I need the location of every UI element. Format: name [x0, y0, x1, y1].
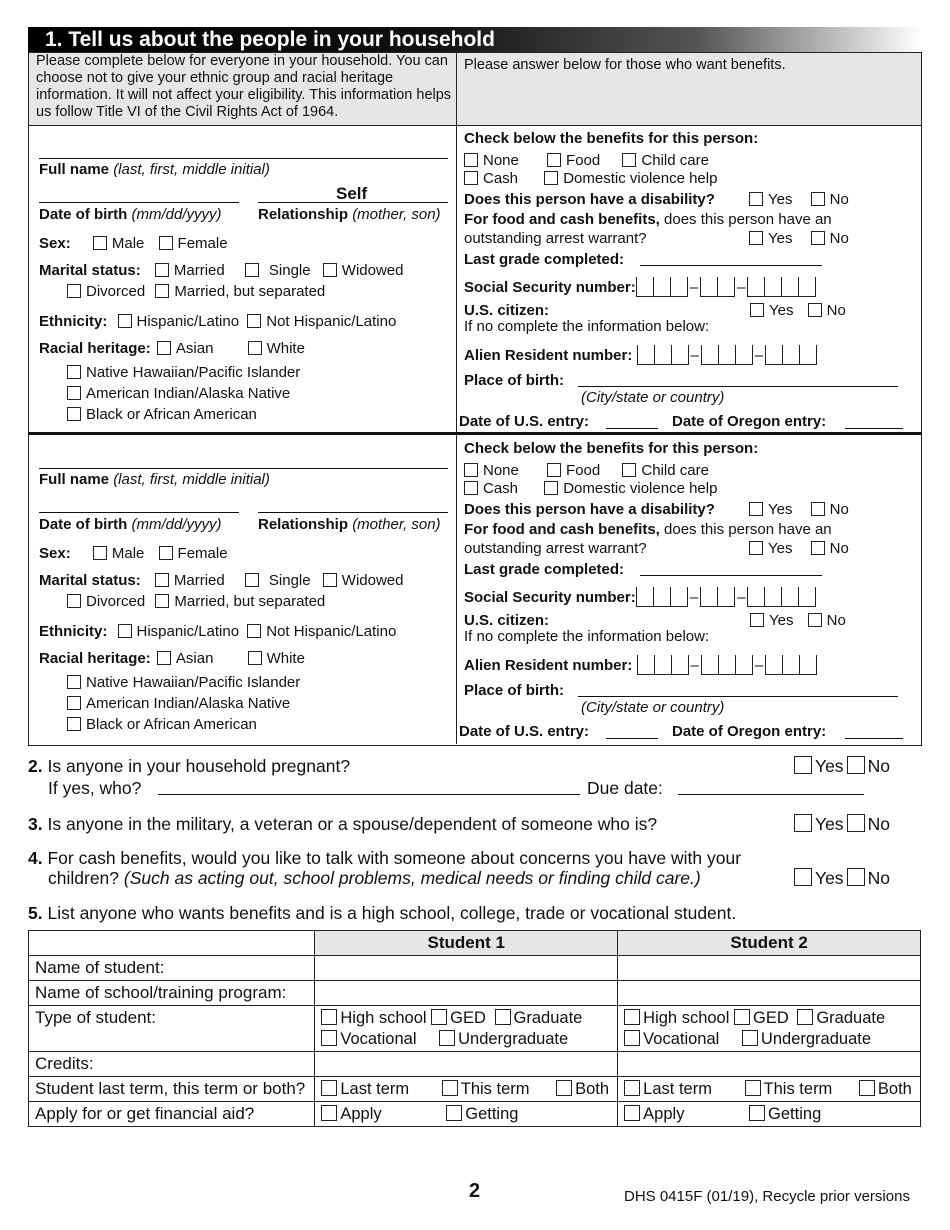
not-hispanic-label: Not Hispanic/Latino: [266, 313, 397, 330]
last-grade-label: Last grade completed:: [464, 561, 625, 578]
q2-number: 2.: [28, 756, 43, 776]
graduate-label: Graduate: [816, 1008, 886, 1027]
table-row: [29, 1052, 921, 1077]
alien-dash-1: –: [690, 657, 699, 674]
q4-yes-label: Yes: [815, 868, 844, 888]
widowed-checkbox[interactable]: [323, 573, 337, 587]
none-checkbox[interactable]: [464, 153, 478, 167]
q3-text: Is anyone in the military, a veteran or a spouse/dependent of someone who is?: [47, 814, 658, 834]
graduate-checkbox[interactable]: [797, 1009, 813, 1025]
single-checkbox[interactable]: [245, 573, 259, 587]
high-school-label: High school: [643, 1008, 730, 1027]
full-name-hint: (last, first, middle initial): [113, 161, 270, 178]
last-term-checkbox[interactable]: [624, 1080, 640, 1096]
ssn-dash-1: –: [689, 589, 699, 606]
white-label: White: [266, 340, 305, 357]
child-care-checkbox[interactable]: [622, 463, 636, 477]
check-benefits-label: Check below the benefits for this person:: [464, 440, 759, 457]
food-checkbox[interactable]: [547, 153, 561, 167]
credits-label: Credits:: [29, 1052, 315, 1077]
if-no-label: If no complete the information below:: [464, 628, 710, 645]
child-care-label: Child care: [641, 462, 709, 479]
place-birth-label: Place of birth:: [464, 682, 565, 699]
dob-line[interactable]: [39, 512, 239, 513]
q4-yes-checkbox[interactable]: [794, 868, 812, 886]
ssn-dash-2: –: [737, 279, 746, 296]
dv-help-checkbox[interactable]: [544, 171, 558, 185]
hawaiian-checkbox[interactable]: [67, 365, 81, 379]
married-separated-label: Married, but separated: [174, 593, 326, 610]
married-separated-checkbox[interactable]: [155, 284, 169, 298]
oregon-entry-label: Date of Oregon entry:: [672, 723, 827, 740]
married-label: Married: [173, 262, 225, 279]
citizen-no-label: No: [826, 612, 846, 629]
both-checkbox[interactable]: [859, 1080, 875, 1096]
married-checkbox[interactable]: [155, 263, 169, 277]
check-benefits-label: Check below the benefits for this person:: [464, 130, 759, 147]
arrest-no-checkbox[interactable]: [811, 231, 825, 245]
widowed-checkbox[interactable]: [323, 263, 337, 277]
q2-no-label: No: [867, 756, 890, 776]
cash-label: Cash: [483, 480, 519, 497]
none-label: None: [483, 462, 519, 479]
relationship-label: Relationship: [258, 206, 349, 223]
citizen-no-label: No: [826, 302, 846, 319]
hawaiian-label: Native Hawaiian/Pacific Islander: [86, 674, 301, 691]
undergraduate-checkbox[interactable]: [742, 1030, 758, 1046]
alien-dash-2: –: [754, 657, 764, 674]
graduate-label: Graduate: [513, 1008, 583, 1027]
alien-label: Alien Resident number:: [464, 657, 633, 674]
disability-yes-checkbox[interactable]: [749, 502, 763, 516]
dob-label: Date of birth: [39, 206, 128, 223]
student-1-term-cell: [315, 1077, 618, 1102]
not-hispanic-checkbox[interactable]: [247, 624, 261, 638]
q2-due-label: Due date:: [587, 778, 663, 798]
q5-number: 5.: [28, 903, 43, 923]
dv-help-label: Domestic violence help: [563, 170, 718, 187]
married-separated-checkbox[interactable]: [155, 594, 169, 608]
married-separated-label: Married, but separated: [174, 283, 326, 300]
food-cash-rest: does this person have an: [664, 521, 832, 538]
cash-checkbox[interactable]: [464, 481, 478, 495]
white-checkbox[interactable]: [248, 651, 262, 665]
dob-label: Date of birth: [39, 516, 128, 533]
us-entry-line[interactable]: [606, 738, 658, 739]
last-grade-label: Last grade completed:: [464, 251, 625, 268]
citizen-yes-checkbox[interactable]: [750, 303, 764, 317]
us-entry-line[interactable]: [606, 428, 658, 429]
form-id: DHS 0415F (01/19), Recycle prior versions: [624, 1188, 910, 1205]
american-indian-checkbox[interactable]: [67, 386, 81, 400]
aid-label: Apply for or get financial aid?: [29, 1102, 315, 1127]
arrest-yes-label: Yes: [768, 540, 793, 557]
if-no-label: If no complete the information below:: [464, 318, 710, 335]
food-cash-bold: For food and cash benefits,: [464, 211, 660, 228]
black-label: Black or African American: [86, 716, 257, 733]
divorced-checkbox[interactable]: [67, 594, 81, 608]
black-label: Black or African American: [86, 406, 257, 423]
student-1-header: Student 1: [315, 931, 618, 956]
marital-label: Marital status:: [39, 262, 141, 279]
city-hint: (City/state or country): [581, 699, 725, 716]
undergraduate-label: Undergraduate: [458, 1029, 569, 1048]
disability-label: Does this person have a disability?: [464, 501, 715, 518]
widowed-label: Widowed: [341, 572, 404, 589]
q4-line2b: (Such as acting out, school problems, medical needs or finding child care.): [123, 868, 701, 888]
not-hispanic-label: Not Hispanic/Latino: [266, 623, 397, 640]
q5-text: List anyone who wants benefits and is a high school, college, trade or vocational student.: [47, 903, 737, 923]
ethnicity-label: Ethnicity:: [39, 313, 108, 330]
student-2-term-cell: [618, 1077, 921, 1102]
disability-label: Does this person have a disability?: [464, 191, 715, 208]
disability-no-label: No: [829, 191, 849, 208]
hispanic-checkbox[interactable]: [118, 624, 132, 638]
apply-checkbox[interactable]: [624, 1105, 640, 1121]
section-1-title: 1. Tell us about the people in your household: [45, 28, 495, 51]
black-checkbox[interactable]: [67, 717, 81, 731]
hawaiian-checkbox[interactable]: [67, 675, 81, 689]
dob-hint: (mm/dd/yyyy): [131, 206, 222, 223]
relationship-value: Self: [336, 184, 368, 203]
child-care-checkbox[interactable]: [622, 153, 636, 167]
hispanic-label: Hispanic/Latino: [136, 313, 240, 330]
citizen-yes-checkbox[interactable]: [750, 613, 764, 627]
getting-label: Getting: [465, 1104, 519, 1123]
undergraduate-checkbox[interactable]: [439, 1030, 455, 1046]
full-name-hint: (last, first, middle initial): [113, 471, 270, 488]
getting-label: Getting: [768, 1104, 822, 1123]
disability-no-checkbox[interactable]: [811, 192, 825, 206]
female-label: Female: [177, 235, 228, 252]
cash-label: Cash: [483, 170, 519, 187]
us-entry-label: Date of U.S. entry:: [459, 413, 590, 430]
ethnicity-label: Ethnicity:: [39, 623, 108, 640]
divorced-label: Divorced: [86, 593, 146, 610]
table-header-blank: [29, 931, 315, 956]
intro-left-text: Please complete below for everyone in your household. You can choose not to give your ethnic group and racial heritage information. It will not affect your eligibility. This information helps us follow Title VI of the Civil Rights Act of 1964.: [36, 53, 452, 120]
none-checkbox[interactable]: [464, 463, 478, 477]
arrest-yes-checkbox[interactable]: [749, 231, 763, 245]
vocational-label: Vocational: [643, 1029, 720, 1048]
q4-number: 4.: [28, 848, 43, 868]
this-term-label: This term: [460, 1079, 530, 1098]
hawaiian-label: Native Hawaiian/Pacific Islander: [86, 364, 301, 381]
getting-checkbox[interactable]: [749, 1105, 765, 1121]
ged-checkbox[interactable]: [431, 1009, 447, 1025]
marital-label: Marital status:: [39, 572, 141, 589]
cash-checkbox[interactable]: [464, 171, 478, 185]
student-1-school-cell[interactable]: [315, 981, 618, 1006]
child-care-label: Child care: [641, 152, 709, 169]
table-row: [29, 956, 921, 981]
none-label: None: [483, 152, 519, 169]
city-hint: (City/state or country): [581, 389, 725, 406]
this-term-label: This term: [763, 1079, 833, 1098]
disability-no-checkbox[interactable]: [811, 502, 825, 516]
arrest-no-label: No: [829, 230, 849, 247]
both-label: Both: [575, 1079, 610, 1098]
dv-help-checkbox[interactable]: [544, 481, 558, 495]
citizen-no-checkbox[interactable]: [808, 303, 822, 317]
student-1-aid-cell: [315, 1102, 618, 1127]
disability-no-label: No: [829, 501, 849, 518]
q2-text: Is anyone in your household pregnant?: [47, 756, 351, 776]
hispanic-label: Hispanic/Latino: [136, 623, 240, 640]
apply-label: Apply: [340, 1104, 382, 1123]
asian-checkbox[interactable]: [157, 341, 171, 355]
last-term-label: Last term: [340, 1079, 410, 1098]
person-separator: [28, 432, 922, 435]
q2-yes-label: Yes: [815, 756, 844, 776]
citizen-no-checkbox[interactable]: [808, 613, 822, 627]
not-hispanic-checkbox[interactable]: [247, 314, 261, 328]
racial-label: Racial heritage:: [39, 650, 151, 667]
student-2-credits-cell[interactable]: [618, 1052, 921, 1077]
ged-checkbox[interactable]: [734, 1009, 750, 1025]
q2-yes-checkbox[interactable]: [794, 756, 812, 774]
alien-dash-1: –: [690, 347, 699, 364]
term-label: Student last term, this term or both?: [29, 1077, 315, 1102]
both-checkbox[interactable]: [556, 1080, 572, 1096]
food-cash-rest: does this person have an: [664, 211, 832, 228]
single-label: Single: [268, 262, 311, 279]
last-grade-line[interactable]: [640, 575, 822, 576]
intro-right-text: Please answer below for those who want benefits.: [464, 57, 786, 73]
arrest-yes-checkbox[interactable]: [749, 541, 763, 555]
full-name-label: Full name: [39, 471, 110, 488]
high-school-checkbox[interactable]: [624, 1009, 640, 1025]
high-school-checkbox[interactable]: [321, 1009, 337, 1025]
racial-label: Racial heritage:: [39, 340, 151, 357]
graduate-checkbox[interactable]: [495, 1009, 511, 1025]
student-2-school-cell[interactable]: [618, 981, 921, 1006]
sex-label: Sex:: [39, 235, 71, 252]
arrest-no-checkbox[interactable]: [811, 541, 825, 555]
divorced-label: Divorced: [86, 283, 146, 300]
relationship-line[interactable]: [258, 512, 448, 513]
male-checkbox[interactable]: [93, 546, 107, 560]
white-label: White: [266, 650, 305, 667]
ssn-dash-1: –: [689, 279, 699, 296]
q3-no-checkbox[interactable]: [847, 814, 865, 832]
last-term-checkbox[interactable]: [321, 1080, 337, 1096]
full-name-line[interactable]: [39, 468, 448, 469]
apply-checkbox[interactable]: [321, 1105, 337, 1121]
food-checkbox[interactable]: [547, 463, 561, 477]
student-1-credits-cell[interactable]: [315, 1052, 618, 1077]
q2-due-line[interactable]: [678, 794, 864, 795]
alien-label: Alien Resident number:: [464, 347, 633, 364]
oregon-entry-line[interactable]: [845, 738, 903, 739]
student-2-aid-cell: [618, 1102, 921, 1127]
this-term-checkbox[interactable]: [745, 1080, 761, 1096]
place-birth-line[interactable]: [578, 696, 898, 697]
citizen-yes-label: Yes: [769, 302, 794, 319]
american-indian-checkbox[interactable]: [67, 696, 81, 710]
oregon-entry-line[interactable]: [845, 428, 903, 429]
oregon-entry-label: Date of Oregon entry:: [672, 413, 827, 430]
student-2-header: Student 2: [618, 931, 921, 956]
vocational-label: Vocational: [340, 1029, 417, 1048]
q2-who-label: If yes, who?: [48, 778, 142, 798]
table-row: [29, 1102, 921, 1127]
hispanic-checkbox[interactable]: [118, 314, 132, 328]
single-label: Single: [268, 572, 311, 589]
arrest-label: outstanding arrest warrant?: [464, 230, 647, 247]
dv-help-label: Domestic violence help: [563, 480, 718, 497]
relationship-hint: (mother, son): [352, 206, 441, 223]
table-row: [29, 1006, 921, 1052]
single-checkbox[interactable]: [245, 263, 259, 277]
disability-yes-label: Yes: [768, 191, 793, 208]
black-checkbox[interactable]: [67, 407, 81, 421]
q2-who-line[interactable]: [158, 794, 580, 795]
q4-line2a: children?: [48, 868, 120, 888]
page-number: 2: [469, 1180, 481, 1202]
full-name-line[interactable]: [39, 158, 448, 159]
relationship-label: Relationship: [258, 516, 349, 533]
us-entry-label: Date of U.S. entry:: [459, 723, 590, 740]
american-indian-label: American Indian/Alaska Native: [86, 385, 291, 402]
asian-label: Asian: [175, 340, 214, 357]
dob-line[interactable]: [39, 202, 239, 203]
ged-label: GED: [450, 1008, 486, 1027]
full-name-label: Full name: [39, 161, 110, 178]
divorced-checkbox[interactable]: [67, 284, 81, 298]
married-label: Married: [173, 572, 225, 589]
q4-no-checkbox[interactable]: [847, 868, 865, 886]
getting-checkbox[interactable]: [446, 1105, 462, 1121]
female-label: Female: [177, 545, 228, 562]
alien-dash-2: –: [754, 347, 764, 364]
student-2-type-cell: [618, 1006, 921, 1052]
student-2-name-cell[interactable]: [618, 956, 921, 981]
white-checkbox[interactable]: [248, 341, 262, 355]
school-label: Name of school/training program:: [29, 981, 315, 1006]
both-label: Both: [877, 1079, 912, 1098]
name-of-student-label: Name of student:: [29, 956, 315, 981]
place-birth-label: Place of birth:: [464, 372, 565, 389]
table-row: [29, 1077, 921, 1102]
dob-hint: (mm/dd/yyyy): [131, 516, 222, 533]
q4-line1: For cash benefits, would you like to talk with someone about concerns you have with your: [47, 848, 742, 868]
citizen-label: U.S. citizen:: [464, 302, 550, 319]
married-checkbox[interactable]: [155, 573, 169, 587]
male-checkbox[interactable]: [93, 236, 107, 250]
q3-yes-label: Yes: [815, 814, 844, 834]
last-grade-line[interactable]: [640, 265, 822, 266]
arrest-label: outstanding arrest warrant?: [464, 540, 647, 557]
vocational-checkbox[interactable]: [624, 1030, 640, 1046]
male-label: Male: [111, 235, 145, 252]
type-label: Type of student:: [29, 1006, 315, 1052]
q2-no-checkbox[interactable]: [847, 756, 865, 774]
relationship-hint: (mother, son): [352, 516, 441, 533]
citizen-label: U.S. citizen:: [464, 612, 550, 629]
disability-yes-checkbox[interactable]: [749, 192, 763, 206]
student-table: [28, 930, 921, 1127]
table-header-row: [29, 931, 921, 956]
arrest-no-label: No: [829, 540, 849, 557]
q3-yes-checkbox[interactable]: [794, 814, 812, 832]
female-checkbox[interactable]: [159, 546, 173, 560]
sex-label: Sex:: [39, 545, 71, 562]
food-label: Food: [566, 152, 601, 169]
arrest-yes-label: Yes: [768, 230, 793, 247]
widowed-label: Widowed: [341, 262, 404, 279]
apply-label: Apply: [643, 1104, 685, 1123]
section-1-header: [28, 27, 922, 52]
female-checkbox[interactable]: [159, 236, 173, 250]
place-birth-line[interactable]: [578, 386, 898, 387]
asian-label: Asian: [175, 650, 214, 667]
undergraduate-label: Undergraduate: [760, 1029, 871, 1048]
food-cash-bold: For food and cash benefits,: [464, 521, 660, 538]
this-term-checkbox[interactable]: [442, 1080, 458, 1096]
q3-no-label: No: [867, 814, 890, 834]
q3-number: 3.: [28, 814, 43, 834]
ssn-label: Social Security number:: [464, 279, 636, 296]
vocational-checkbox[interactable]: [321, 1030, 337, 1046]
high-school-label: High school: [340, 1008, 427, 1027]
citizen-yes-label: Yes: [769, 612, 794, 629]
ged-label: GED: [752, 1008, 789, 1027]
food-label: Food: [566, 462, 601, 479]
q4-no-label: No: [867, 868, 890, 888]
student-1-name-cell[interactable]: [315, 956, 618, 981]
last-term-label: Last term: [643, 1079, 712, 1098]
ssn-label: Social Security number:: [464, 589, 636, 606]
ssn-dash-2: –: [737, 589, 746, 606]
table-row: [29, 981, 921, 1006]
disability-yes-label: Yes: [768, 501, 793, 518]
student-1-type-cell: [315, 1006, 618, 1052]
asian-checkbox[interactable]: [157, 651, 171, 665]
american-indian-label: American Indian/Alaska Native: [86, 695, 291, 712]
male-label: Male: [111, 545, 145, 562]
